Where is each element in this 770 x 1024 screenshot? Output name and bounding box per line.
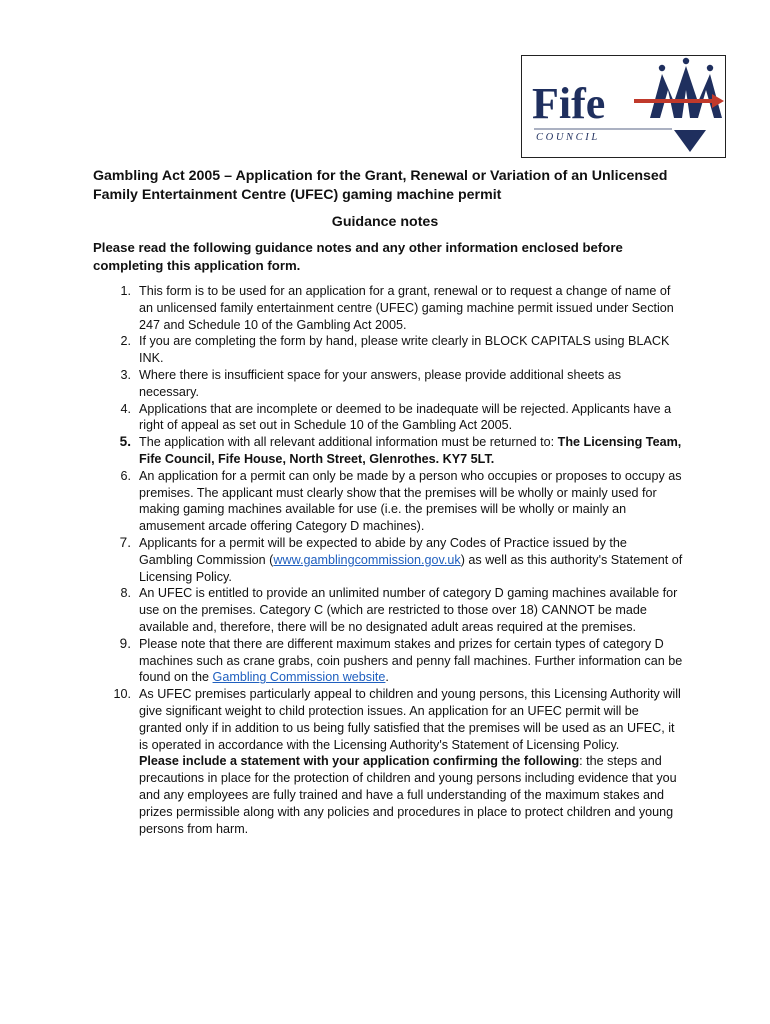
note-number: 3. bbox=[120, 367, 131, 382]
note-number: 9. bbox=[119, 635, 131, 651]
note-item bbox=[93, 401, 683, 435]
note-number: 6. bbox=[120, 468, 131, 483]
logo-wordmark: Fife bbox=[532, 79, 606, 128]
note-number: 1. bbox=[120, 284, 131, 298]
note-text: Where there is insufficient space for your answers, please provide additional sheets as necessary. bbox=[139, 367, 622, 399]
note-item bbox=[93, 585, 683, 635]
logo-subtext: C O U N C I L bbox=[536, 132, 598, 143]
return-address: The Licensing Team, Fife Council, Fife House, North Street, Glenrothes. KY7 5LT. bbox=[139, 435, 682, 466]
note-number: 10. bbox=[113, 687, 131, 702]
statement-requirement-bold: Please include a statement with your application confirming the following bbox=[139, 754, 580, 769]
note-number: 4. bbox=[120, 401, 131, 416]
gambling-commission-url-link[interactable]: www.gamblingcommission.gov.uk bbox=[273, 552, 461, 567]
note-item bbox=[93, 333, 683, 367]
note-text: This form is to be used for an application for a grant, renewal or to request a change of name of an unlicensed family entertainment centre (UFEC) gaming machine permit issued under Section 247 and Schedule 10 of the Gambling Act 2005. bbox=[139, 284, 674, 332]
note-text: Please note that there are different maximum stakes and prizes for certain types of category D machines such as crane grabs, coin pushers and penny fall machines. Further information can be found on the bbox=[139, 636, 683, 685]
note-text: Applications that are incomplete or deemed to be inadequate will be rejected. Applicants have a right of appeal as set out in Schedule 10 of the Gambling Act 2005. bbox=[139, 401, 672, 433]
note-text: An UFEC is entitled to provide an unlimited number of category D gaming machines available for use on the premises. Category C (which are restricted to those over 18) CANNOT be made available and, therefore, there will be no designated adult areas required at the premises. bbox=[139, 586, 678, 634]
gambling-commission-website-link[interactable]: Gambling Commission website bbox=[212, 670, 386, 685]
note-number: 5. bbox=[119, 434, 131, 450]
note-number: 2. bbox=[120, 334, 131, 349]
note-text: As UFEC premises particularly appeal to children and young persons, this Licensing Authority will give significant weight to child protection issues. An application for an UFEC permit will be granted only if in addition to us being fully satisfied that the premises will be used as an UFEC, it is operated in accordance with the Licensing Authority's Statement of Licensing Policy. bbox=[139, 687, 681, 752]
guidance-notes-heading: Guidance notes bbox=[331, 214, 439, 230]
note-text: If you are completing the form by hand, please write clearly in BLOCK CAPITALS using BLACK INK. bbox=[139, 334, 670, 366]
note-text: An application for a permit can only be made by a person who occupies or proposes to occupy as premises. The applicant must clearly show that the premises will be wholly or mainly used for making gaming machines available for use (i.e. the premises will be wholly or mainly an amusement arcade offering Category D machines). bbox=[139, 468, 682, 534]
note-item bbox=[93, 468, 683, 535]
note-item bbox=[93, 686, 683, 837]
note-item bbox=[93, 367, 683, 401]
statement-requirement bbox=[139, 753, 683, 837]
note-text: ) as well as this authority's Statement of Licensing Policy. bbox=[139, 552, 683, 584]
logo-figures-icon bbox=[650, 58, 722, 152]
fife-council-logo-graphic bbox=[522, 56, 727, 159]
note-item bbox=[93, 434, 683, 468]
note-text: The application with all relevant additional information must be returned to: bbox=[139, 435, 558, 450]
note-item bbox=[93, 636, 683, 686]
note-item bbox=[93, 535, 683, 585]
note-text: Applicants for a permit will be expected to abide by any Codes of Practice issued by the Gambling Commission ( bbox=[139, 535, 627, 567]
note-number: 8. bbox=[120, 586, 131, 601]
statement-requirement-text: : the steps and precautions in place for the protection of children and young persons including evidence that you and any employees are fully trained and have a full understanding of the maximum stakes and prizes permissible along with any policies and procedures in place to protect children and young persons from harm. bbox=[139, 754, 677, 836]
note-text: . bbox=[385, 670, 389, 685]
intro-text: Please read the following guidance notes and any other information enclosed before completing this application form. bbox=[93, 240, 623, 273]
page-title: Gambling Act 2005 – Application for the Grant, Renewal or Variation of an Unlicensed Family Entertainment Centre (UFEC) gaming machine permit bbox=[93, 168, 668, 203]
note-item bbox=[93, 283, 683, 333]
note-number: 7. bbox=[119, 534, 131, 550]
fife-council-logo bbox=[521, 55, 726, 158]
guidance-notes-list bbox=[93, 283, 683, 837]
